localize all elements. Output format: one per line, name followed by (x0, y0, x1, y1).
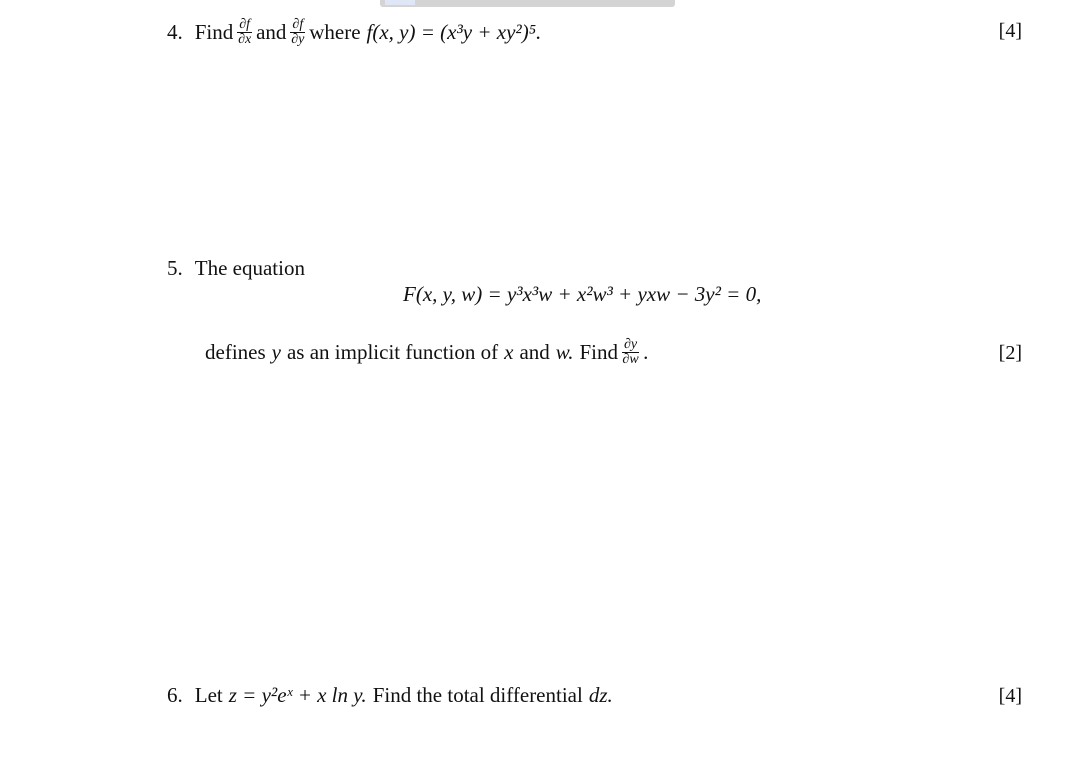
text: and (519, 340, 550, 364)
q4-and: and (256, 20, 287, 44)
q6-expression: z = y²eˣ + x ln y. (228, 683, 367, 707)
question-4 (167, 18, 541, 47)
denominator: ∂y (291, 32, 305, 47)
top-scrollbar[interactable] (380, 0, 675, 7)
q5-marks: [2] (998, 342, 1022, 364)
numerator: ∂f (292, 17, 304, 32)
q5-number: 5. (167, 256, 183, 280)
q4-marks: [4] (998, 20, 1022, 42)
var-w: w. (555, 340, 574, 364)
q5-intro: The equation (194, 256, 305, 280)
scrollbar-thumb[interactable] (385, 0, 415, 5)
text: defines (205, 340, 266, 364)
var-dz: dz. (588, 683, 613, 707)
q6-number: 6. (167, 683, 183, 707)
period: . (643, 340, 649, 364)
numerator: ∂y (623, 337, 638, 352)
q4-expression: f(x, y) = (x³y + xy²)⁵. (366, 20, 542, 44)
var-x: x (504, 340, 514, 364)
q4-fraction-df-dy (290, 18, 305, 47)
question-6 (167, 683, 613, 708)
q5-fraction-dy-dw (622, 338, 639, 367)
question-5-intro (167, 256, 305, 281)
var-y: y (271, 340, 281, 364)
numerator: ∂f (239, 17, 251, 32)
q4-find: Find (194, 20, 234, 44)
text: Let (194, 683, 223, 707)
text: Find the total differential (372, 683, 583, 707)
text: Find (579, 340, 618, 364)
q5-equation: F(x, y, w) = y³x³w + x²w³ + yxw − 3y² = 0, (403, 282, 762, 306)
q4-where: where (309, 20, 361, 44)
q4-fraction-df-dx (237, 18, 252, 47)
denominator: ∂x (238, 32, 252, 47)
text: as an implicit function of (286, 340, 499, 364)
denominator: ∂w (622, 352, 639, 367)
q6-marks: [4] (998, 685, 1022, 707)
q5-question (205, 338, 648, 367)
q4-number: 4. (167, 20, 183, 44)
